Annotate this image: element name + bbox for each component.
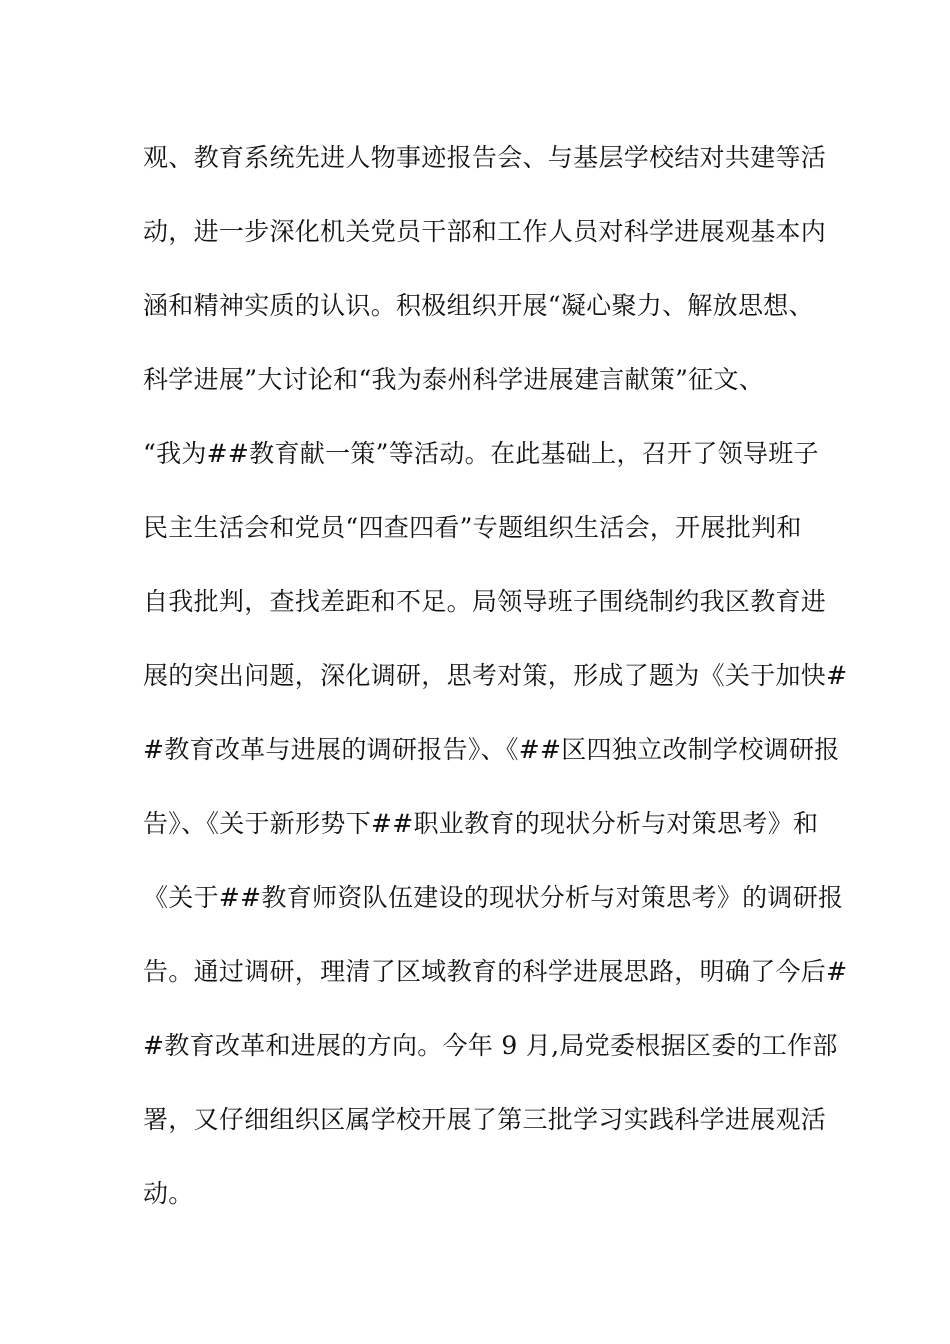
body-paragraph [143, 133, 848, 1243]
paragraph-line-1: 观、教育系统先进人物事迹报告会、与基层学校结对共建等活 [143, 143, 827, 172]
paragraph-line-11: 《关于##教育师资队伍建设的现状分析与对策思考》的调研报 [143, 883, 844, 912]
paragraph-line-13: #教育改革和进展的方向。今年 9 月,局党委根据区委的工作部 [143, 1031, 838, 1060]
paragraph-line-8: 展的突出问题，深化调研，思考对策，形成了题为《关于加快# [143, 661, 848, 690]
paragraph-line-3: 涵和精神实质的认识。积极组织开展“凝心聚力、解放思想、 [143, 291, 814, 320]
paragraph-line-15: 动。 [143, 1179, 194, 1208]
paragraph-line-2: 动，进一步深化机关党员干部和工作人员对科学进展观基本内 [143, 217, 827, 246]
paragraph-line-6: 民主生活会和党员“四查四看”专题组织生活会，开展批判和 [143, 513, 802, 542]
paragraph-line-7: 自我批判，查找差距和不足。局领导班子围绕制约我区教育进 [143, 587, 827, 616]
paragraph-line-9: #教育改革与进展的调研报告》、《##区四独立改制学校调研报 [143, 735, 840, 764]
paragraph-line-10: 告》、《关于新形势下##职业教育的现状分析与对策思考》和 [143, 809, 819, 838]
paragraph-line-5: “我为##教育献一策”等活动。在此基础上，召开了领导班子 [143, 439, 819, 468]
paragraph-line-14: 署，又仔细组织区属学校开展了第三批学习实践科学进展观活 [143, 1105, 827, 1134]
paragraph-line-12: 告。通过调研，理清了区域教育的科学进展思路，明确了今后# [143, 957, 848, 986]
paragraph-line-4: 科学进展”大讨论和“我为泰州科学进展建言献策”征文、 [143, 365, 765, 394]
